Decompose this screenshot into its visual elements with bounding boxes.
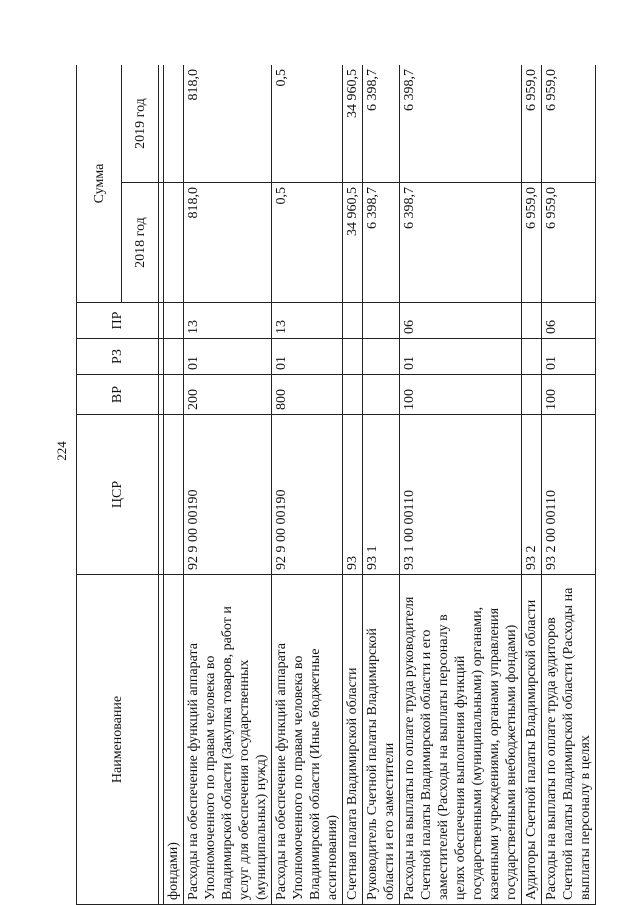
cell-sum-2018: 818,0 xyxy=(184,183,272,303)
table-row xyxy=(542,65,596,905)
cell-rz xyxy=(363,339,400,375)
budget-table xyxy=(76,65,596,905)
cell-rz xyxy=(522,339,542,375)
cell-csr xyxy=(164,415,184,575)
cell-vr xyxy=(343,375,363,415)
table-row xyxy=(343,65,363,905)
cell-vr: 100 xyxy=(400,375,522,415)
table-row xyxy=(272,65,343,905)
header-pr: ПР xyxy=(77,303,159,339)
cell-sum-2019: 6 398,7 xyxy=(363,65,400,183)
header-csr: ЦСР xyxy=(77,415,159,575)
cell-vr xyxy=(522,375,542,415)
cell-vr: 800 xyxy=(272,375,343,415)
cell-rz: 01 xyxy=(184,339,272,375)
cell-sum-2019: 0,5 xyxy=(272,65,343,183)
cell-rz: 01 xyxy=(542,339,596,375)
page-number: 224 xyxy=(54,441,69,461)
cell-rz xyxy=(164,339,184,375)
header-year-2019: 2019 год xyxy=(122,65,159,183)
cell-rz: 01 xyxy=(400,339,522,375)
cell-rz: 01 xyxy=(272,339,343,375)
cell-csr: 92 9 00 00190 xyxy=(184,415,272,575)
rotated-table-container xyxy=(76,65,636,905)
cell-sum-2019: 6 959,0 xyxy=(542,65,596,183)
cell-csr: 93 xyxy=(343,415,363,575)
table-row xyxy=(164,65,184,905)
cell-csr: 93 1 00 00110 xyxy=(400,415,522,575)
cell-rz xyxy=(343,339,363,375)
cell-pr xyxy=(363,303,400,339)
cell-sum-2018: 34 960,5 xyxy=(343,183,363,303)
header-year-2018: 2018 год xyxy=(122,183,159,303)
cell-vr: 100 xyxy=(542,375,596,415)
cell-sum-2019: 6 398,7 xyxy=(400,65,522,183)
cell-csr: 93 1 xyxy=(363,415,400,575)
cell-sum-2019: 818,0 xyxy=(184,65,272,183)
cell-sum-2018: 6 398,7 xyxy=(400,183,522,303)
table-row xyxy=(363,65,400,905)
cell-sum-2018 xyxy=(164,183,184,303)
cell-pr: 06 xyxy=(542,303,596,339)
cell-name: Расходы на обеспечение функций аппарата Уполномоченного по правам человека во Владимирской области (Закупка товаров, работ и услуг для обеспечения государственных (муниципальных) нужд) xyxy=(184,575,272,905)
cell-pr: 06 xyxy=(400,303,522,339)
cell-sum-2019: 6 959,0 xyxy=(522,65,542,183)
table-row xyxy=(400,65,522,905)
cell-sum-2018: 6 959,0 xyxy=(522,183,542,303)
table-row xyxy=(522,65,542,905)
cell-pr xyxy=(343,303,363,339)
cell-csr: 93 2 xyxy=(522,415,542,575)
cell-sum-2018: 6 398,7 xyxy=(363,183,400,303)
table-body xyxy=(164,65,596,905)
cell-name: Руководитель Счетной палаты Владимирской области и его заместители xyxy=(363,575,400,905)
document-sheet xyxy=(76,65,636,905)
cell-name: Аудиторы Счетной палаты Владимирской области xyxy=(522,575,542,905)
cell-sum-2019: 34 960,5 xyxy=(343,65,363,183)
cell-vr xyxy=(363,375,400,415)
cell-name: Расходы на выплаты по оплате труда аудиторов Счетной палаты Владимирской области (Расходы на выплаты персоналу в целях xyxy=(542,575,596,905)
cell-vr: 200 xyxy=(184,375,272,415)
cell-name: Расходы на обеспечение функций аппарата Уполномоченного по правам человека во Владимирской области (Иные бюджетные ассигнования) xyxy=(272,575,343,905)
header-sum: Сумма xyxy=(77,65,122,303)
cell-pr: 13 xyxy=(184,303,272,339)
cell-sum-2018: 6 959,0 xyxy=(542,183,596,303)
cell-sum-2019 xyxy=(164,65,184,183)
header-name: Наименование xyxy=(77,575,159,905)
header-rz: РЗ xyxy=(77,339,159,375)
cell-vr xyxy=(164,375,184,415)
cell-csr: 92 9 00 00190 xyxy=(272,415,343,575)
cell-name: Счетная палата Владимирской области xyxy=(343,575,363,905)
header-vr: ВР xyxy=(77,375,159,415)
table-row xyxy=(184,65,272,905)
cell-csr: 93 2 00 00110 xyxy=(542,415,596,575)
cell-sum-2018: 0,5 xyxy=(272,183,343,303)
cell-pr: 13 xyxy=(272,303,343,339)
cell-name: Расходы на выплаты по оплате труда руководителя Счетной палаты Владимирской области и его заместителей (Расходы на выплаты персоналу в целях обеспечения выполнения функций государственными (муниципальными) органами, казенными учреждениями, органами управления государственными внебюджетными фондами) xyxy=(400,575,522,905)
cell-name: фондами) xyxy=(164,575,184,905)
cell-pr xyxy=(164,303,184,339)
cell-pr xyxy=(522,303,542,339)
